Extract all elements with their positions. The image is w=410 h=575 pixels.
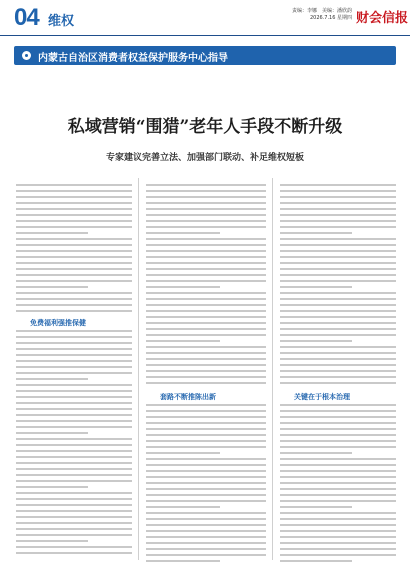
text-line	[16, 456, 132, 458]
text-line	[16, 220, 132, 222]
text-line	[16, 214, 132, 216]
text-line	[280, 476, 396, 478]
text-line	[16, 402, 132, 404]
body-text-block	[280, 404, 396, 566]
text-line	[280, 184, 396, 186]
text-line	[16, 510, 132, 512]
text-line	[146, 370, 266, 372]
text-line	[280, 238, 396, 240]
text-line	[146, 274, 266, 276]
text-line	[280, 268, 396, 270]
masthead	[0, 0, 410, 36]
text-line	[16, 280, 132, 282]
text-line	[280, 536, 396, 538]
text-line	[146, 434, 266, 436]
text-line	[146, 482, 266, 484]
paper-name: 财会信报	[356, 11, 409, 26]
text-line	[16, 450, 132, 452]
text-line	[280, 416, 396, 418]
text-line	[16, 420, 132, 422]
text-line	[146, 416, 266, 418]
text-line	[16, 292, 132, 294]
text-line	[146, 292, 266, 294]
text-line	[16, 534, 132, 536]
text-line	[16, 444, 132, 446]
text-line	[16, 528, 132, 530]
text-line	[146, 524, 266, 526]
text-line	[280, 422, 396, 424]
text-line	[146, 226, 266, 228]
text-line	[16, 396, 132, 398]
body-text-block	[280, 184, 396, 388]
text-line	[280, 512, 396, 514]
text-line	[146, 214, 266, 216]
text-line	[16, 378, 88, 380]
text-line	[280, 304, 396, 306]
text-line	[280, 340, 352, 342]
text-line	[16, 330, 132, 332]
banner-text: 内蒙古自治区消费者权益保护服务中心指导	[38, 53, 228, 64]
text-line	[16, 486, 88, 488]
text-line	[146, 458, 266, 460]
text-line	[280, 370, 396, 372]
text-line	[280, 376, 396, 378]
text-line	[16, 342, 132, 344]
text-line	[16, 474, 132, 476]
text-line	[280, 446, 396, 448]
text-line	[16, 202, 132, 204]
text-line	[280, 440, 396, 442]
text-line	[146, 542, 266, 544]
text-line	[146, 346, 266, 348]
body-text-block	[16, 330, 132, 558]
text-line	[280, 488, 396, 490]
column-divider	[272, 178, 273, 560]
text-line	[16, 504, 132, 506]
text-line	[280, 292, 396, 294]
text-line	[146, 184, 266, 186]
text-line	[16, 384, 132, 386]
text-line	[16, 286, 88, 288]
text-line	[16, 408, 132, 410]
text-line	[280, 542, 396, 544]
text-line	[280, 190, 396, 192]
text-line	[146, 340, 220, 342]
text-line	[280, 250, 396, 252]
text-line	[280, 226, 396, 228]
text-line	[146, 530, 266, 532]
text-line	[146, 488, 266, 490]
body-text-block	[146, 184, 266, 388]
text-line	[16, 348, 132, 350]
text-line	[16, 310, 132, 312]
text-line	[16, 298, 132, 300]
text-line	[16, 468, 132, 470]
text-line	[280, 352, 396, 354]
text-line	[146, 506, 220, 508]
text-line	[146, 298, 266, 300]
text-line	[146, 244, 266, 246]
text-line	[146, 310, 266, 312]
text-line	[280, 554, 396, 556]
text-line	[280, 452, 352, 454]
text-line	[280, 482, 396, 484]
text-line	[280, 382, 396, 384]
text-line	[280, 328, 396, 330]
text-line	[146, 382, 266, 384]
text-line	[16, 360, 132, 362]
text-line	[280, 428, 396, 430]
text-line	[146, 494, 266, 496]
article-headline: 私域营销“围猎”老年人手段不断升级	[67, 117, 343, 137]
text-line	[16, 304, 132, 306]
text-line	[280, 334, 396, 336]
text-line	[280, 298, 396, 300]
text-line	[16, 336, 132, 338]
text-line	[280, 316, 396, 318]
text-line	[280, 202, 396, 204]
text-line	[146, 268, 266, 270]
text-line	[16, 414, 132, 416]
text-line	[280, 434, 396, 436]
text-line	[146, 358, 266, 360]
text-line	[146, 364, 266, 366]
text-line	[280, 232, 352, 234]
text-line	[16, 232, 88, 234]
text-line	[280, 518, 396, 520]
text-line	[146, 422, 266, 424]
issue-info	[248, 8, 352, 22]
text-line	[16, 196, 132, 198]
body-text-block	[146, 404, 266, 566]
text-line	[280, 214, 396, 216]
section-name: 维权	[48, 14, 75, 29]
text-line	[280, 358, 396, 360]
bullet-icon	[22, 51, 31, 60]
text-line	[280, 494, 396, 496]
text-line	[146, 334, 266, 336]
body-text-block	[16, 184, 132, 316]
text-line	[280, 530, 396, 532]
text-line	[146, 518, 266, 520]
text-line	[16, 184, 132, 186]
text-line	[146, 220, 266, 222]
text-line	[146, 262, 266, 264]
text-line	[280, 208, 396, 210]
text-line	[146, 286, 220, 288]
text-line	[146, 410, 266, 412]
crosshead: 免费福利强推保健	[30, 319, 86, 327]
text-line	[146, 428, 266, 430]
text-line	[280, 196, 396, 198]
text-line	[146, 554, 266, 556]
text-line	[16, 498, 132, 500]
column-divider	[138, 178, 139, 560]
text-line	[280, 506, 352, 508]
text-line	[146, 322, 266, 324]
text-line	[146, 440, 266, 442]
text-line	[16, 274, 132, 276]
text-line	[16, 238, 132, 240]
text-line	[146, 548, 266, 550]
text-line	[16, 426, 132, 428]
text-line	[280, 262, 396, 264]
text-line	[280, 410, 396, 412]
text-line	[280, 470, 396, 472]
text-line	[146, 500, 266, 502]
text-line	[16, 546, 132, 548]
text-line	[280, 220, 396, 222]
text-line	[16, 208, 132, 210]
text-line	[146, 464, 266, 466]
text-line	[146, 250, 266, 252]
text-line	[146, 376, 266, 378]
text-line	[16, 256, 132, 258]
text-line	[146, 470, 266, 472]
text-line	[146, 404, 266, 406]
text-line	[280, 286, 352, 288]
text-line	[16, 552, 132, 554]
text-line	[16, 190, 132, 192]
text-line	[146, 202, 266, 204]
text-line	[280, 310, 396, 312]
text-line	[146, 476, 266, 478]
text-line	[146, 328, 266, 330]
text-line	[16, 522, 132, 524]
text-line	[16, 438, 132, 440]
text-line	[16, 516, 132, 518]
text-line	[280, 404, 396, 406]
text-line	[16, 244, 132, 246]
text-line	[280, 280, 396, 282]
text-line	[16, 366, 132, 368]
crosshead: 关键在于根本治理	[294, 393, 350, 401]
text-line	[280, 560, 352, 562]
text-line	[146, 190, 266, 192]
text-line	[16, 250, 132, 252]
text-line	[16, 432, 88, 434]
text-line	[146, 280, 266, 282]
text-line	[280, 274, 396, 276]
text-line	[280, 364, 396, 366]
article-subheadline: 专家建议完善立法、加强部门联动、补足维权短板	[105, 153, 304, 163]
text-line	[146, 512, 266, 514]
text-line	[280, 458, 396, 460]
text-line	[146, 256, 266, 258]
text-line	[280, 500, 396, 502]
issue-info-line: 2026.7.16 星期四	[309, 15, 352, 21]
page-number: 04	[14, 4, 39, 31]
text-line	[146, 560, 220, 562]
text-line	[146, 304, 266, 306]
issue-info-line: 责编：李娜 美编：潘欣韵	[291, 8, 352, 14]
text-line	[280, 464, 396, 466]
text-line	[280, 346, 396, 348]
text-line	[16, 268, 132, 270]
text-line	[146, 446, 266, 448]
text-line	[16, 226, 132, 228]
text-line	[16, 492, 132, 494]
text-line	[146, 316, 266, 318]
text-line	[146, 232, 220, 234]
text-line	[16, 480, 132, 482]
text-line	[16, 390, 132, 392]
text-line	[16, 372, 132, 374]
text-line	[16, 540, 88, 542]
text-line	[146, 536, 266, 538]
text-line	[146, 196, 266, 198]
text-line	[280, 322, 396, 324]
text-line	[146, 452, 220, 454]
text-line	[146, 352, 266, 354]
text-line	[146, 238, 266, 240]
text-line	[146, 208, 266, 210]
text-line	[16, 462, 132, 464]
text-line	[280, 524, 396, 526]
text-line	[16, 354, 132, 356]
crosshead: 套路不断推陈出新	[160, 393, 216, 401]
text-line	[280, 256, 396, 258]
text-line	[16, 262, 132, 264]
text-line	[280, 548, 396, 550]
guidance-banner	[14, 46, 396, 65]
text-line	[280, 244, 396, 246]
